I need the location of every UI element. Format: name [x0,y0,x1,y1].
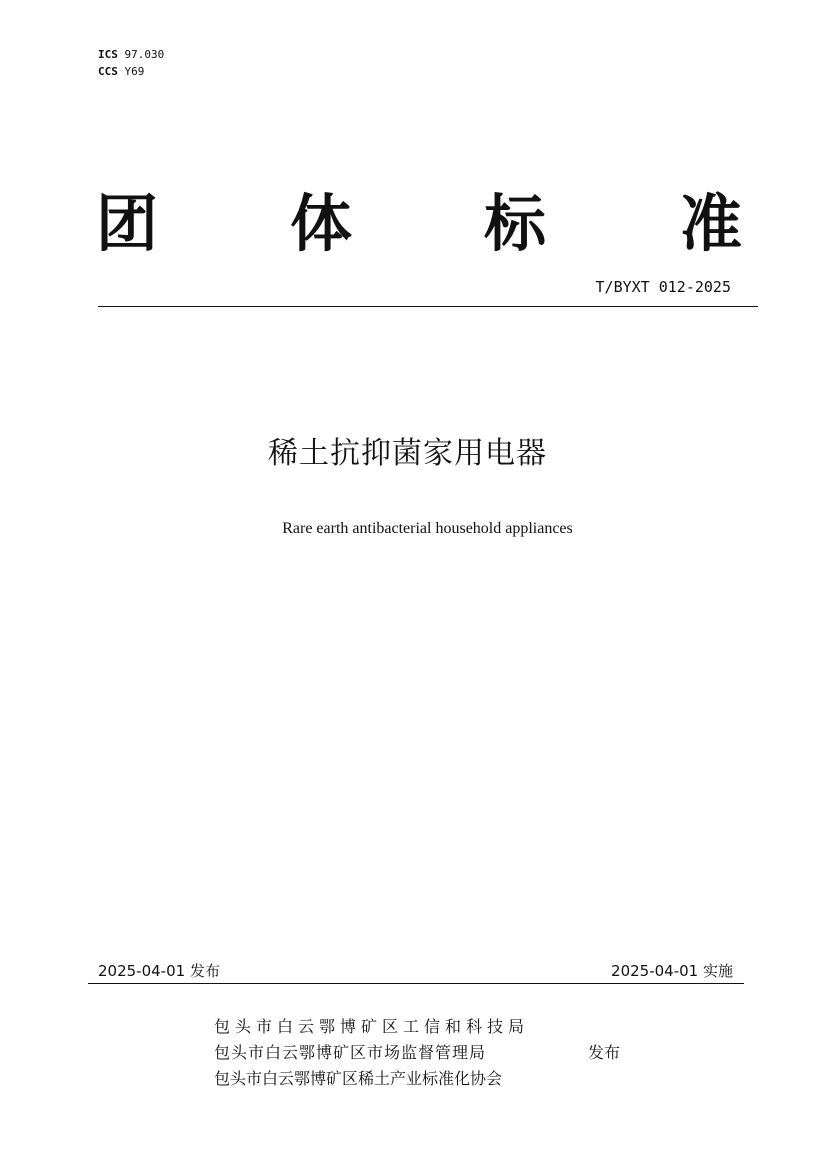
ccs-line [98,63,164,80]
release-date: 2025-04-01 发布 [98,962,220,980]
document-title-cn: 稀土抗抑菌家用电器 [268,436,547,471]
ics-line [98,46,164,63]
ics-label: ICS [98,48,118,61]
bottom-divider [88,983,744,984]
group-standard-heading [96,184,748,264]
issuer-3: 包头市白云鄂博矿区稀土产业标准化协会 [214,1069,503,1088]
top-divider [98,306,758,307]
ics-value: 97.030 [124,48,165,61]
heading-char-3: 标 [484,187,547,260]
publish-label: 发布 [588,1043,621,1062]
issuing-organizations [214,1014,529,1092]
ccs-value: Y69 [124,65,145,78]
standard-number: T/BYXT 012-2025 [595,278,731,296]
issuer-1: 包头市白云鄂博矿区工信和科技局 [214,1017,530,1036]
issuer-2: 包头市白云鄂博矿区市场监督管理局 [214,1043,487,1062]
heading-char-4: 准 [680,187,743,260]
heading-char-1: 团 [96,187,159,260]
classification-codes [98,46,164,80]
document-title-en: Rare earth antibacterial household appliances [282,520,573,537]
heading-char-2: 体 [290,187,353,260]
ccs-label: CCS [98,65,118,78]
implementation-date: 2025-04-01 实施 [611,962,733,980]
